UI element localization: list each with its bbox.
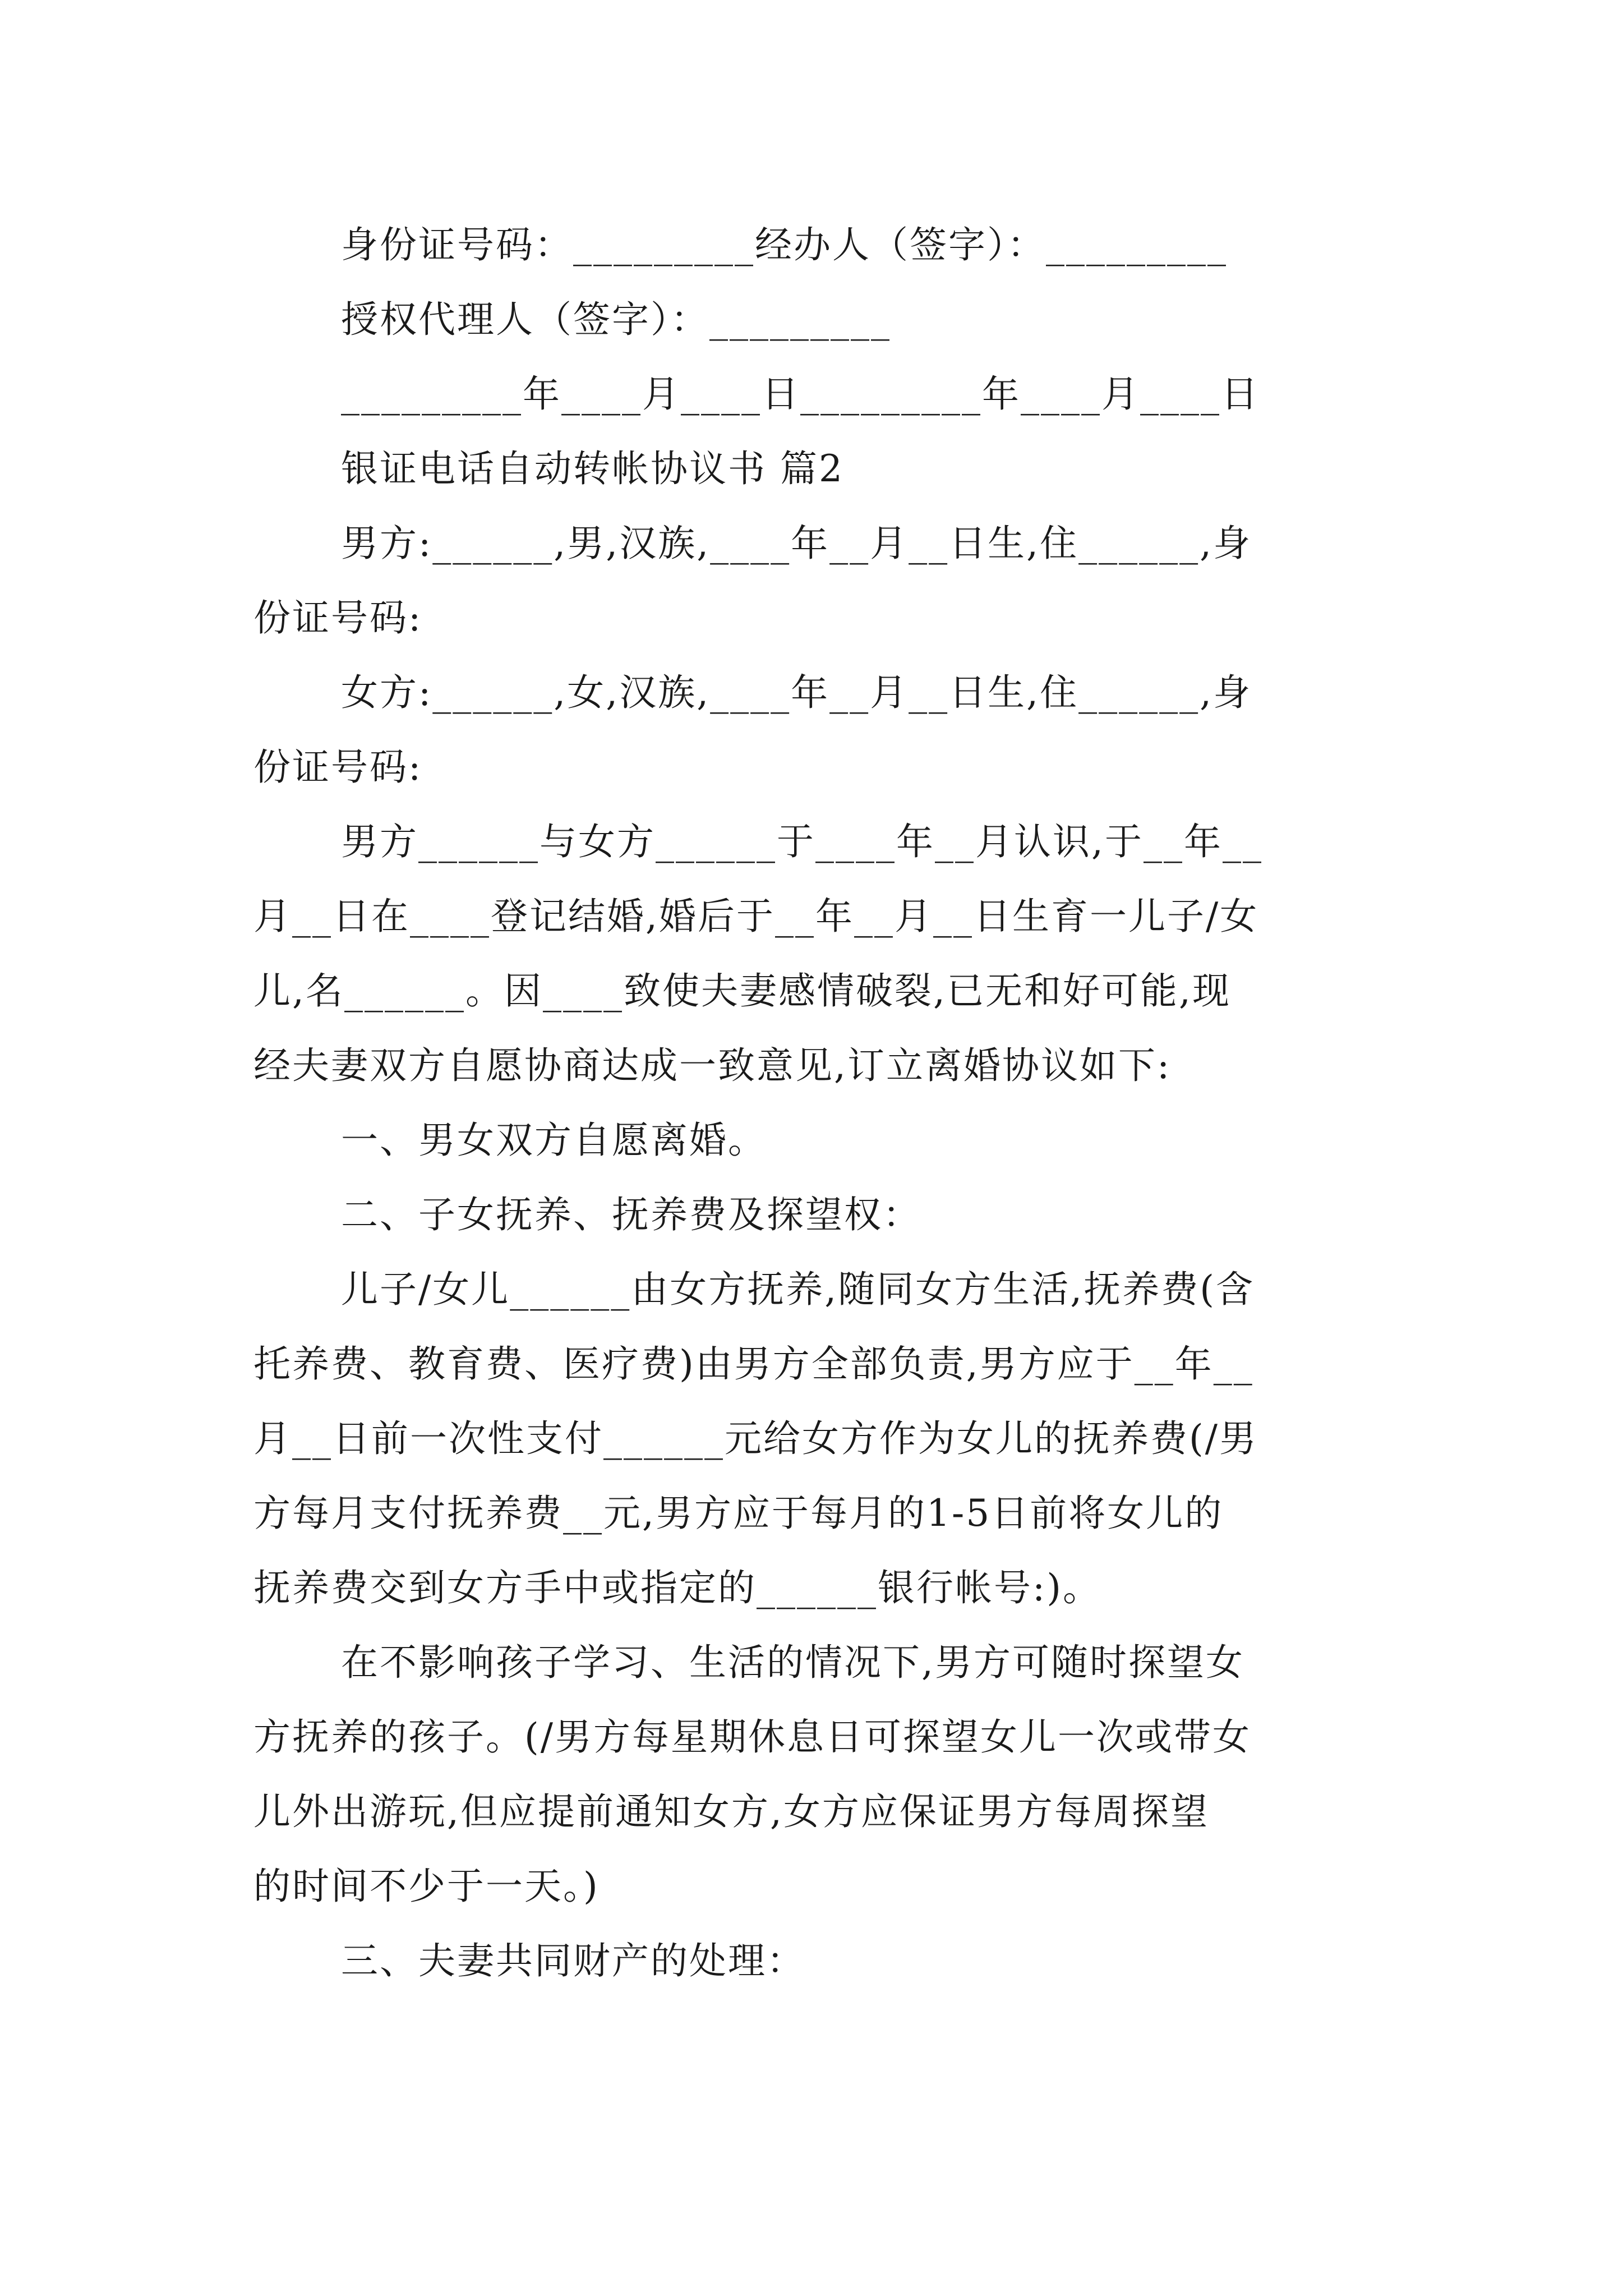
custody-paragraph-line-3: 月__日前一次性支付______元给女方作为女儿的抚养费(/男 [253,1417,1258,1460]
clause-3-heading: 三、夫妻共同财产的处理： [341,1939,805,1982]
female-party-line: 女方:______,女,汉族,____年__月__日生,住______,身 [341,671,1252,714]
marriage-paragraph-line-4: 经夫妻双方自愿协商达成一致意见,订立离婚协议如下: [253,1044,1172,1087]
clause-1: 一、男女双方自愿离婚。 [341,1119,767,1162]
visitation-paragraph-line-4: 的时间不少于一天。) [253,1865,600,1908]
marriage-paragraph-line-3: 儿,名______。因____致使夫妻感情破裂,已无和好可能,现 [253,969,1231,1013]
female-party-line-cont: 份证号码: [253,746,423,789]
marriage-paragraph-line-2: 月__日在____登记结婚,婚后于__年__月__日生育一儿子/女 [253,895,1259,938]
authorized-agent-line: 授权代理人（签字）：_________ [341,298,891,341]
id-number-line: 身份证号码：_________经办人（签字）：_________ [341,223,1228,266]
custody-paragraph-line-4: 方每月支付抚养费__元,男方应于每月的1-5日前将女儿的 [253,1492,1224,1535]
visitation-paragraph-line-3: 儿外出游玩,但应提前通知女方,女方应保证男方每周探望 [253,1790,1209,1833]
custody-paragraph-line-5: 抚养费交到女方手中或指定的______银行帐号:)。 [253,1566,1101,1609]
document-body [253,208,1381,1998]
male-party-line-cont: 份证号码: [253,596,423,639]
section-title: 银证电话自动转帐协议书 篇2 [341,447,844,490]
visitation-paragraph-line-2: 方抚养的孩子。(/男方每星期休息日可探望女儿一次或带女 [253,1715,1251,1759]
custody-paragraph-line-1: 儿子/女儿______由女方抚养,随同女方生活,抚养费(含 [341,1268,1255,1311]
clause-2-heading: 二、子女抚养、抚养费及探望权： [341,1193,921,1236]
custody-paragraph-line-2: 托养费、教育费、医疗费)由男方全部负责,男方应于__年__ [253,1342,1254,1386]
male-party-line: 男方:______,男,汉族,____年__月__日生,住______,身 [341,522,1252,565]
date-line: _________年____月____日_________年____月____日 [341,372,1260,416]
marriage-paragraph-line-1: 男方______与女方______于____年__月认识,于__年__ [341,820,1263,863]
visitation-paragraph-line-1: 在不影响孩子学习、生活的情况下,男方可随时探望女 [341,1641,1244,1684]
